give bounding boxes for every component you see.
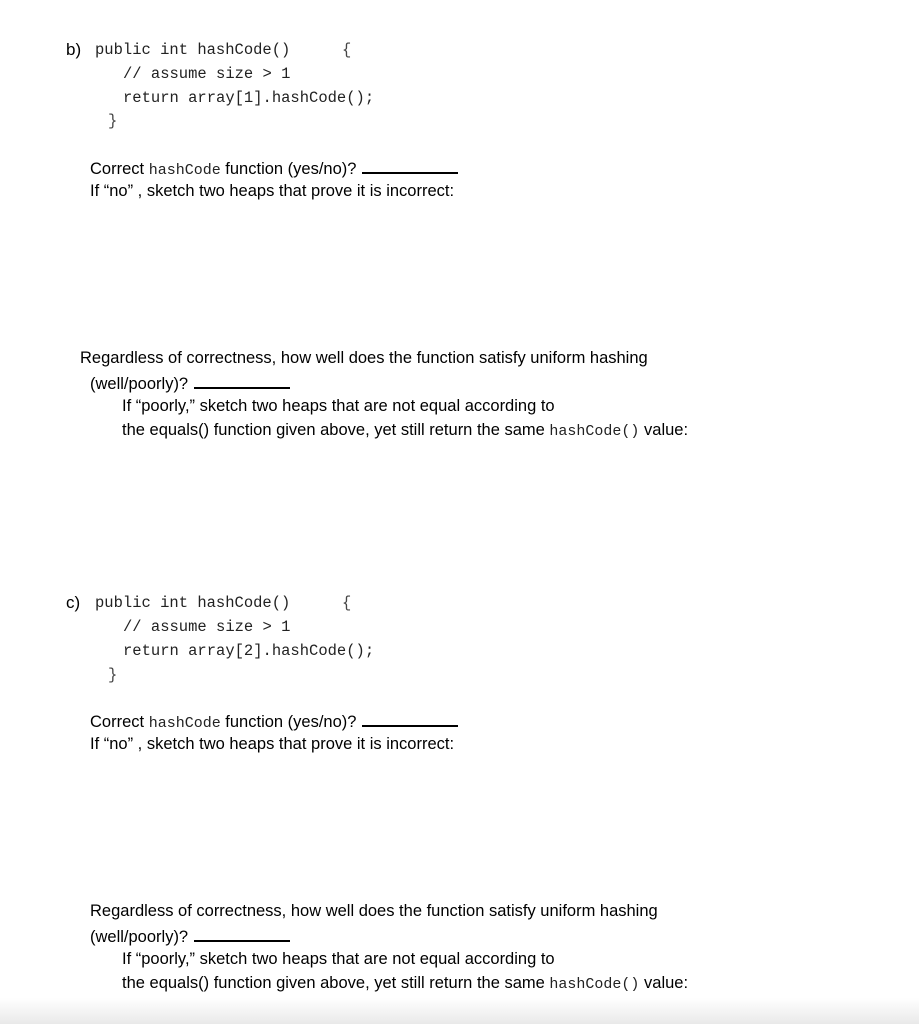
part-c-uniform-question-line1: Regardless of correctness, how well does the function satisfy uniform hashing (90, 902, 658, 920)
answer-blank (194, 926, 290, 942)
poorly-line2-text: the equals() function given above, yet still return the same (122, 974, 545, 992)
uniform-line2-text: (well/poorly)? (90, 375, 189, 393)
part-c-code-close-brace: } (108, 666, 118, 684)
part-c-code-open-brace: { (342, 594, 352, 612)
part-b-code-signature: public int hashCode() (95, 41, 291, 59)
poorly-line2-end: value: (644, 974, 689, 992)
part-c-code-return: return array[2].hashCode(); (123, 642, 375, 660)
part-c-poorly-line1: If “poorly,” sketch two heaps that are not equal according to (122, 950, 555, 968)
correct-prefix: Correct (90, 160, 145, 178)
answer-blank (362, 711, 458, 727)
correct-suffix: function (yes/no)? (225, 160, 357, 178)
poorly-line2-code: hashCode() (549, 976, 640, 993)
part-c-sketch-incorrect: If “no” , sketch two heaps that prove it is incorrect: (90, 735, 455, 753)
part-b-label: b) (66, 40, 82, 59)
part-b-uniform-question-line1: Regardless of correctness, how well does the function satisfy uniform hashing (80, 349, 648, 367)
part-b-code-return: return array[1].hashCode(); (123, 89, 375, 107)
uniform-line2-text: (well/poorly)? (90, 928, 189, 946)
part-b-code-open-brace: { (342, 41, 352, 59)
poorly-line2-code: hashCode() (549, 423, 640, 440)
poorly-line2-text: the equals() function given above, yet still return the same (122, 421, 545, 439)
part-b-sketch-incorrect: If “no” , sketch two heaps that prove it is incorrect: (90, 182, 455, 200)
part-b-correct-question (90, 158, 458, 179)
correct-prefix: Correct (90, 713, 145, 731)
correct-code: hashCode (148, 715, 221, 732)
part-c-label: c) (66, 593, 81, 612)
part-b-code-close-brace: } (108, 112, 118, 130)
part-b-code-comment: // assume size > 1 (123, 65, 291, 83)
part-b-uniform-question-line2 (90, 373, 290, 394)
answer-blank (194, 373, 290, 389)
answer-blank (362, 158, 458, 174)
part-c-code-signature: public int hashCode() (95, 594, 291, 612)
part-b-poorly-line1: If “poorly,” sketch two heaps that are not equal according to (122, 397, 555, 415)
correct-suffix: function (yes/no)? (225, 713, 357, 731)
part-c-correct-question (90, 711, 458, 732)
correct-code: hashCode (148, 162, 221, 179)
part-b-poorly-line2 (122, 421, 688, 440)
poorly-line2-end: value: (644, 421, 689, 439)
part-c-code-comment: // assume size > 1 (123, 618, 291, 636)
part-c-poorly-line2 (122, 974, 688, 993)
part-c-uniform-question-line2 (90, 926, 290, 947)
page-bottom-shadow (0, 998, 919, 1024)
